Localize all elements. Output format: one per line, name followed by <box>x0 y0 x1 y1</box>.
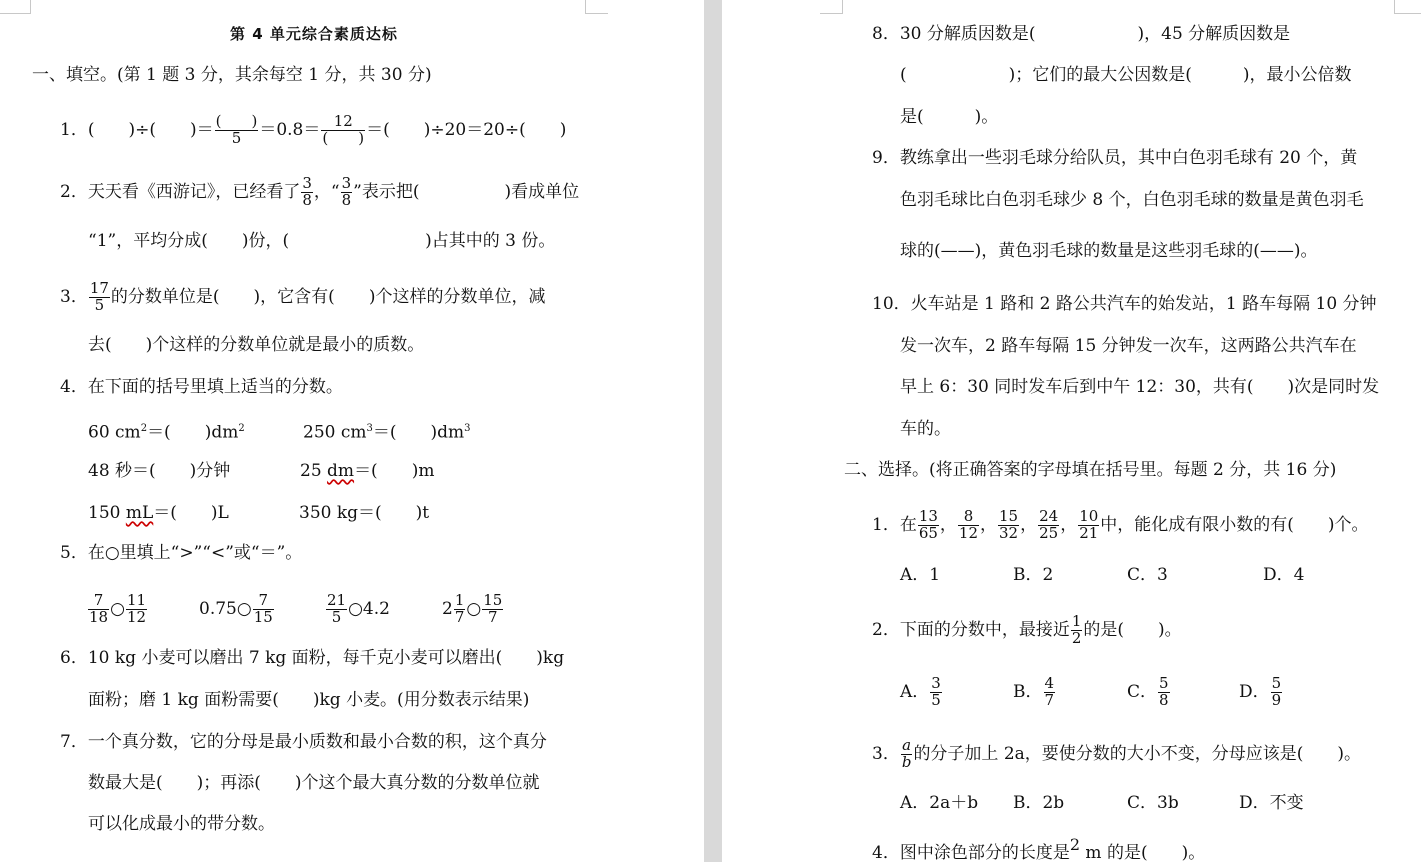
choice-question-3: 3． $\frac{a}{b}$ 的分子加上 2a，要使分数的大小不变，分母应该是( )。 <box>872 736 1362 771</box>
option-b: B．2 <box>1013 565 1054 585</box>
crop-mark <box>842 0 843 14</box>
conversion-cm2: 60 $cm^2=$( )$dm^2$ <box>88 422 245 443</box>
question-8: 8．30 分解质因数是( )，45 分解质因数是 <box>872 24 1291 44</box>
question-4: 4．在下面的括号里填上适当的分数。 <box>60 377 343 397</box>
question-number: 10． <box>872 294 911 314</box>
question-number: 2． <box>872 619 900 640</box>
option-c: C． $\frac{5}{8}$ <box>1127 674 1169 709</box>
question-7-line-2: 数最大是( )；再添( )个这个最大真分数的分数单位就 <box>88 773 540 793</box>
document-page-right <box>722 0 1421 862</box>
question-8-line-3: 是( )。 <box>900 107 999 127</box>
question-1: 1．( )÷( )＝ $\frac{( )}{5}$ ＝0.8＝ $\frac{12}{( )}$ ＝( )÷20＝20÷( ) <box>60 112 567 147</box>
crop-mark <box>586 13 608 14</box>
question-number: 5． <box>60 543 88 563</box>
fraction: $\frac{17}{5}$ <box>89 279 109 314</box>
question-9-line-3: 球的(——)，黄色羽毛球的数量是这些羽毛球的(——)。 <box>900 241 1318 261</box>
choice-question-2: 2．下面的分数中，最接近 $\frac{1}{2}$ 的是( )。 <box>872 612 1182 647</box>
option-d: D．不变 <box>1239 793 1304 813</box>
crop-mark <box>1395 13 1421 14</box>
question-10-line-3: 早上 6：30 同时发车后到中午 12：30，共有( )次是同时发 <box>900 377 1380 397</box>
question-6-line-2: 面粉；磨 1 kg 面粉需要( )kg 小麦。(用分数表示结果) <box>88 690 530 710</box>
choice-question-4: 4．图中涂色部分的长度是2 m 的是( )。 <box>872 835 1206 862</box>
choice-question-1: 1．在 $\frac{13}{65}$ ， $\frac{8}{12}$ ， $\frac{15}{32}$ ， $\frac{24}{25}$ ， $\frac{10}{21}$ 中，能化成有限小数的有( )个。 <box>872 507 1369 542</box>
question-3: 3． $\frac{17}{5}$ 的分数单位是( )，它含有( )个这样的分数单位，减 <box>60 279 546 314</box>
conversion-kg: 350 kg＝( )t <box>299 503 430 523</box>
question-10-line-4: 车的。 <box>900 419 951 439</box>
question-number: 1． <box>872 514 900 535</box>
section-heading-fill-in: 一、填空。(第 1 题 3 分，其余每空 1 分，共 30 分) <box>32 65 432 85</box>
option-b: B． $\frac{4}{7}$ <box>1013 674 1055 709</box>
question-number: 8． <box>872 24 900 44</box>
question-number: 1． <box>60 119 88 140</box>
question-2-line-2: “1”，平均分成( )份，( )占其中的 3 份。 <box>88 231 556 251</box>
option-a: A． $\frac{3}{5}$ <box>900 674 941 709</box>
fraction: $\frac{3}{8}$ <box>302 174 312 209</box>
compare-1: $\frac{7}{18}$ ○ $\frac{11}{12}$ <box>89 591 147 626</box>
question-number: 4． <box>872 843 900 862</box>
question-7: 7．一个真分数，它的分母是最小质数和最小合数的积，这个真分 <box>60 732 547 752</box>
question-3-line-2: 去( )个这样的分数单位就是最小的质数。 <box>88 335 425 355</box>
crop-mark <box>820 13 842 14</box>
section-heading-choice: 二、选择。(将正确答案的字母填在括号里。每题 2 分，共 16 分) <box>844 460 1337 480</box>
question-number: 6． <box>60 648 88 668</box>
compare-3: $\frac{21}{5}$ ○4.2 <box>327 591 390 626</box>
question-5: 5．在○里填上“>”“<”或“＝”。 <box>60 543 303 563</box>
option-c: C．3 <box>1127 565 1168 585</box>
crop-mark <box>0 13 30 14</box>
crop-mark <box>30 0 31 14</box>
page-gutter <box>704 0 722 862</box>
question-10: 10．火车站是 1 路和 2 路公共汽车的始发站，1 路车每隔 10 分钟 <box>872 294 1377 314</box>
compare-4: 2 $\frac{1}{7}$ ○ $\frac{15}{7}$ <box>442 591 503 626</box>
question-number: 3． <box>872 743 900 764</box>
question-8-line-2: ( )；它们的最大公因数是( )，最小公倍数 <box>900 65 1352 85</box>
crop-mark <box>585 0 586 14</box>
crop-mark <box>1394 0 1395 14</box>
question-number: 4． <box>60 377 88 397</box>
question-9: 9．教练拿出一些羽毛球分给队员，其中白色羽毛球有 20 个，黄 <box>872 148 1358 168</box>
document-page-left <box>0 0 704 862</box>
question-number: 2． <box>60 181 88 202</box>
question-number: 3． <box>60 286 88 307</box>
option-c: C．3b <box>1127 793 1179 813</box>
fraction: $\frac{3}{8}$ <box>341 174 352 209</box>
option-d: D．4 <box>1263 565 1305 585</box>
option-a: A．1 <box>900 565 941 585</box>
conversion-cm3: 250 $cm^3=$( )$dm^3$ <box>303 422 471 443</box>
document-title: 第 4 单元综合素质达标 <box>230 25 398 43</box>
question-number: 9． <box>872 148 900 168</box>
fraction: $\frac{12}{( )}$ <box>322 112 365 147</box>
conversion-dm: 25 dm＝( )m <box>300 461 435 481</box>
conversion-seconds: 48 秒＝( )分钟 <box>88 461 231 481</box>
question-7-line-3: 可以化成最小的带分数。 <box>88 814 275 834</box>
conversion-ml: 150 mL＝( )L <box>88 503 229 523</box>
option-a: A．2a＋b <box>900 793 979 813</box>
compare-2: 0.75○ $\frac{7}{15}$ <box>199 591 273 626</box>
question-9-line-2: 色羽毛球比白色羽毛球少 8 个，白色羽毛球的数量是黄色羽毛 <box>900 190 1364 210</box>
question-10-line-2: 发一次车，2 路车每隔 15 分钟发一次车，这两路公共汽车在 <box>900 336 1357 356</box>
question-number: 7． <box>60 732 88 752</box>
option-b: B．2b <box>1013 793 1065 813</box>
question-2: 2．天天看《西游记》，已经看了 $\frac{3}{8}$ ，“ $\frac{3}{8}$ ”表示把( )看成单位 <box>60 174 580 209</box>
option-d: D． $\frac{5}{9}$ <box>1239 674 1282 709</box>
question-6: 6．10 kg 小麦可以磨出 7 kg 面粉，每千克小麦可以磨出( )kg <box>60 648 565 668</box>
fraction: $\frac{( )}{5}$ <box>215 112 258 147</box>
